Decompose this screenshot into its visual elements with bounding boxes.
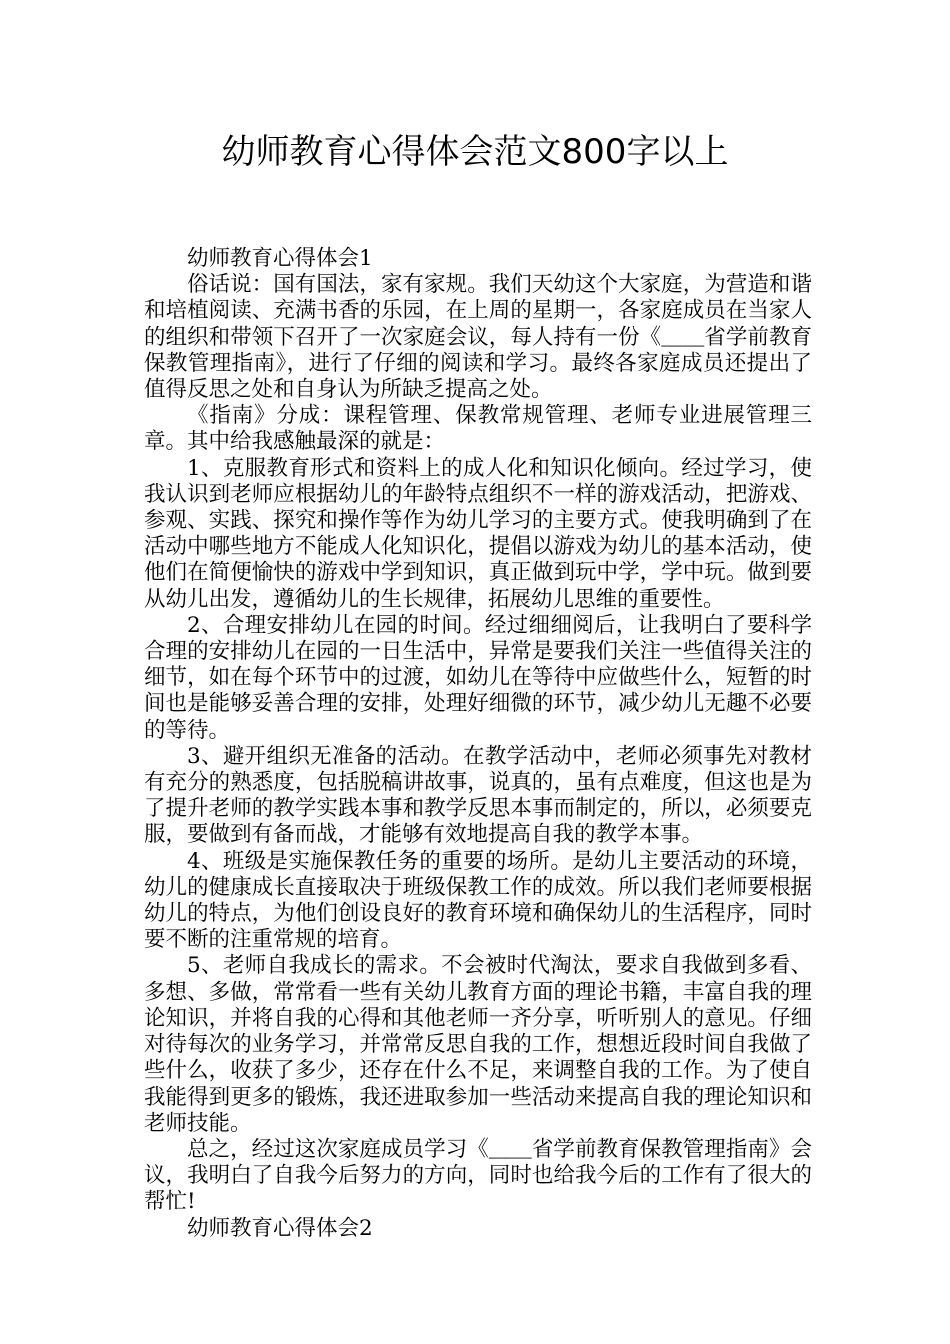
document-body — [144, 246, 812, 1242]
paragraph-intro: 俗话说：国有国法，家有家规。我们天幼这个大家庭，为营造和谐和培植阅读、充满书香的乐园，在上周的星期一，各家庭成员在当家人的组织和带领下召开了一次家庭会议，每人持有一份《＿＿省学前教育保教管理指南》，进行了仔细的阅读和学习。最终各家庭成员还提出了值得反思之处和自身认为所缺乏提高之处。 — [144, 272, 812, 403]
paragraph-point-5: 5、老师自我成长的需求。不会被时代淘汰，要求自我做到多看、多想、多做，常常看一些有关幼儿教育方面的理论书籍，丰富自我的理论知识，并将自我的心得和其他老师一齐分享，听听别人的意见。仔细对待每次的业务学习，并常常反思自我的工作，想想近段时间自我做了些什么，收获了多少，还存在什么不足，来调整自我的工作。为了使自我能得到更多的锻炼，我还进取参加一些活动来提高自我的理论知识和老师技能。 — [144, 953, 812, 1136]
paragraph-point-2: 2、合理安排幼儿在园的时间。经过细细阅后，让我明白了要科学合理的安排幼儿在园的一日生活中，异常是要我们关注一些值得关注的细节，如在每个环节中的过渡，如幼儿在等待中应做些什么，短暂的时间也是能够妥善合理的安排，处理好细微的环节，减少幼儿无趣不必要的等待。 — [144, 612, 812, 743]
paragraph-point-3: 3、避开组织无准备的活动。在教学活动中，老师必须事先对教材有充分的熟悉度，包括脱稿讲故事，说真的，虽有点难度，但这也是为了提升老师的教学实践本事和教学反思本事而制定的，所以，必须要克服，要做到有备而战，才能够有效地提高自我的教学本事。 — [144, 743, 812, 848]
document-title: 幼师教育心得体会范文800字以上 — [221, 132, 729, 172]
section-heading-1: 幼师教育心得体会1 — [187, 246, 373, 271]
paragraph-point-4: 4、班级是实施保教任务的重要的场所。是幼儿主要活动的环境，幼儿的健康成长直接取决于班级保教工作的成效。所以我们老师要根据幼儿的特点，为他们创设良好的教育环境和确保幼儿的生活程序，同时要不断的注重常规的培育。 — [144, 848, 812, 953]
paragraph-guide: 《指南》分成：课程管理、保教常规管理、老师专业进展管理三章。其中给我感触最深的就是： — [144, 403, 812, 455]
paragraph-summary: 总之，经过这次家庭成员学习《＿＿省学前教育保教管理指南》会议，我明白了自我今后努力的方向，同时也给我今后的工作有了很大的帮忙! — [144, 1136, 812, 1215]
paragraph-point-1: 1、克服教育形式和资料上的成人化和知识化倾向。经过学习，使我认识到老师应根据幼儿的年龄特点组织不一样的游戏活动，把游戏、参观、实践、探究和操作等作为幼儿学习的主要方式。使我明确到了在活动中哪些地方不能成人化知识化，提倡以游戏为幼儿的基本活动，使他们在简便愉快的游戏中学到知识，真正做到玩中学，学中玩。做到要从幼儿出发，遵循幼儿的生长规律，拓展幼儿思维的重要性。 — [144, 455, 812, 612]
section-heading-2: 幼师教育心得体会2 — [187, 1215, 373, 1241]
